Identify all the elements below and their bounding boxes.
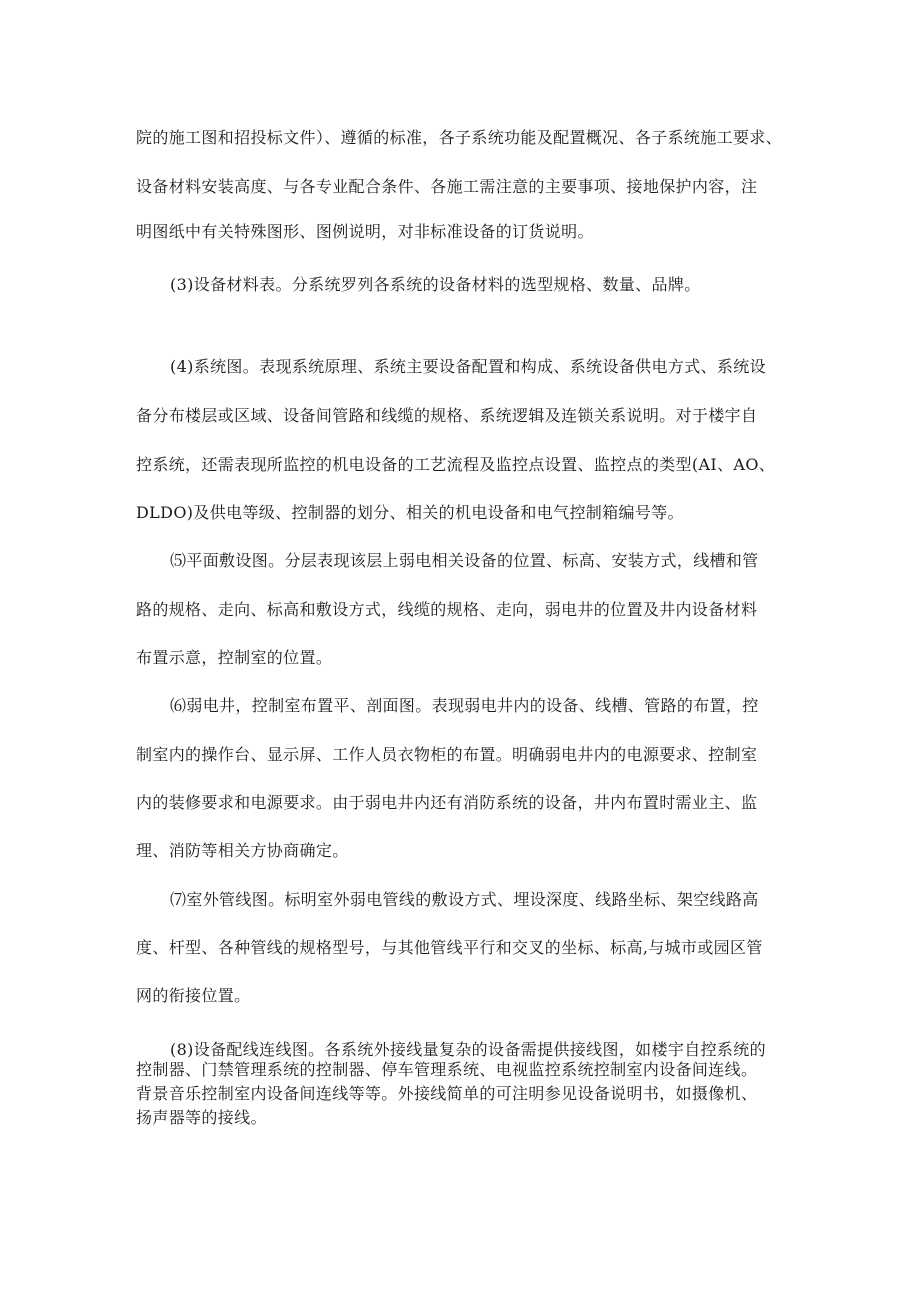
text-line: 背景音乐控制室内设备间连线等等。外接线简单的可注明参见设备说明书，如摄像机、: [136, 1084, 758, 1103]
text-line: 扬声器等的接线。: [136, 1108, 267, 1127]
paragraph-floor-plan: ⑸平面敷设图。分层表现该层上弱电相关设备的位置、标高、安装方式，线槽和管: [170, 551, 759, 570]
text-line: 理、消防等相关方协商确定。: [136, 841, 349, 860]
text-line: DLDO)及供电等级、控制器的划分、相关的机电设备和电气控制箱编号等。: [136, 503, 684, 522]
paragraph-wiring-diagram: (8)设备配线连线图。各系统外接线量复杂的设备需提供接线图，如楼宇自控系统的: [170, 1040, 766, 1059]
text-line: 度、杆型、各种管线的规格型号，与其他管线平行和交叉的坐标、标高,与城市或园区管: [136, 938, 763, 957]
text-line: 控制器、门禁管理系统的控制器、停车管理系统、电视监控系统控制室内设备间连线。: [136, 1060, 758, 1079]
text-line: 制室内的操作台、显示屏、工作人员衣物柜的布置。明确弱电井内的电源要求、控制室: [136, 745, 758, 764]
text-line: 设备材料安装高度、与各专业配合条件、各施工需注意的主要事项、接地保护内容，注: [136, 177, 758, 196]
text-line: 内的装修要求和电源要求。由于弱电井内还有消防系统的设备，井内布置时需业主、监: [136, 793, 758, 812]
text-line: 布置示意，控制室的位置。: [136, 648, 333, 667]
text-line: 路的规格、走向、标高和敷设方式，线缆的规格、走向，弱电井的位置及井内设备材料: [136, 600, 758, 619]
paragraph-equipment-list: (3)设备材料表。分系统罗列各系统的设备材料的选型规格、数量、品牌。: [170, 275, 701, 294]
text-line: 明图纸中有关特殊图形、图例说明，对非标准设备的订货说明。: [136, 222, 594, 241]
text-line: 网的衔接位置。: [136, 986, 251, 1005]
text-line: 院的施工图和招投标文件）、遵循的标准，各子系统功能及配置概况、各子系统施工要求、: [136, 128, 783, 147]
text-line: 备分布楼层或区域、设备间管路和线缆的规格、系统逻辑及连锁关系说明。对于楼宇自: [136, 406, 758, 425]
paragraph-outdoor-pipeline: ⑺室外管线图。标明室外弱电管线的敷设方式、埋设深度、线路坐标、架空线路高: [170, 890, 759, 909]
paragraph-shaft-layout: ⑹弱电井，控制室布置平、剖面图。表现弱电井内的设备、线槽、管路的布置，控: [170, 696, 759, 715]
text-line: 控系统，还需表现所监控的机电设备的工艺流程及监控点设置、监控点的类型(AI、AO、: [136, 455, 776, 474]
paragraph-system-diagram: (4)系统图。表现系统原理、系统主要设备配置和构成、系统设备供电方式、系统设: [170, 357, 766, 376]
